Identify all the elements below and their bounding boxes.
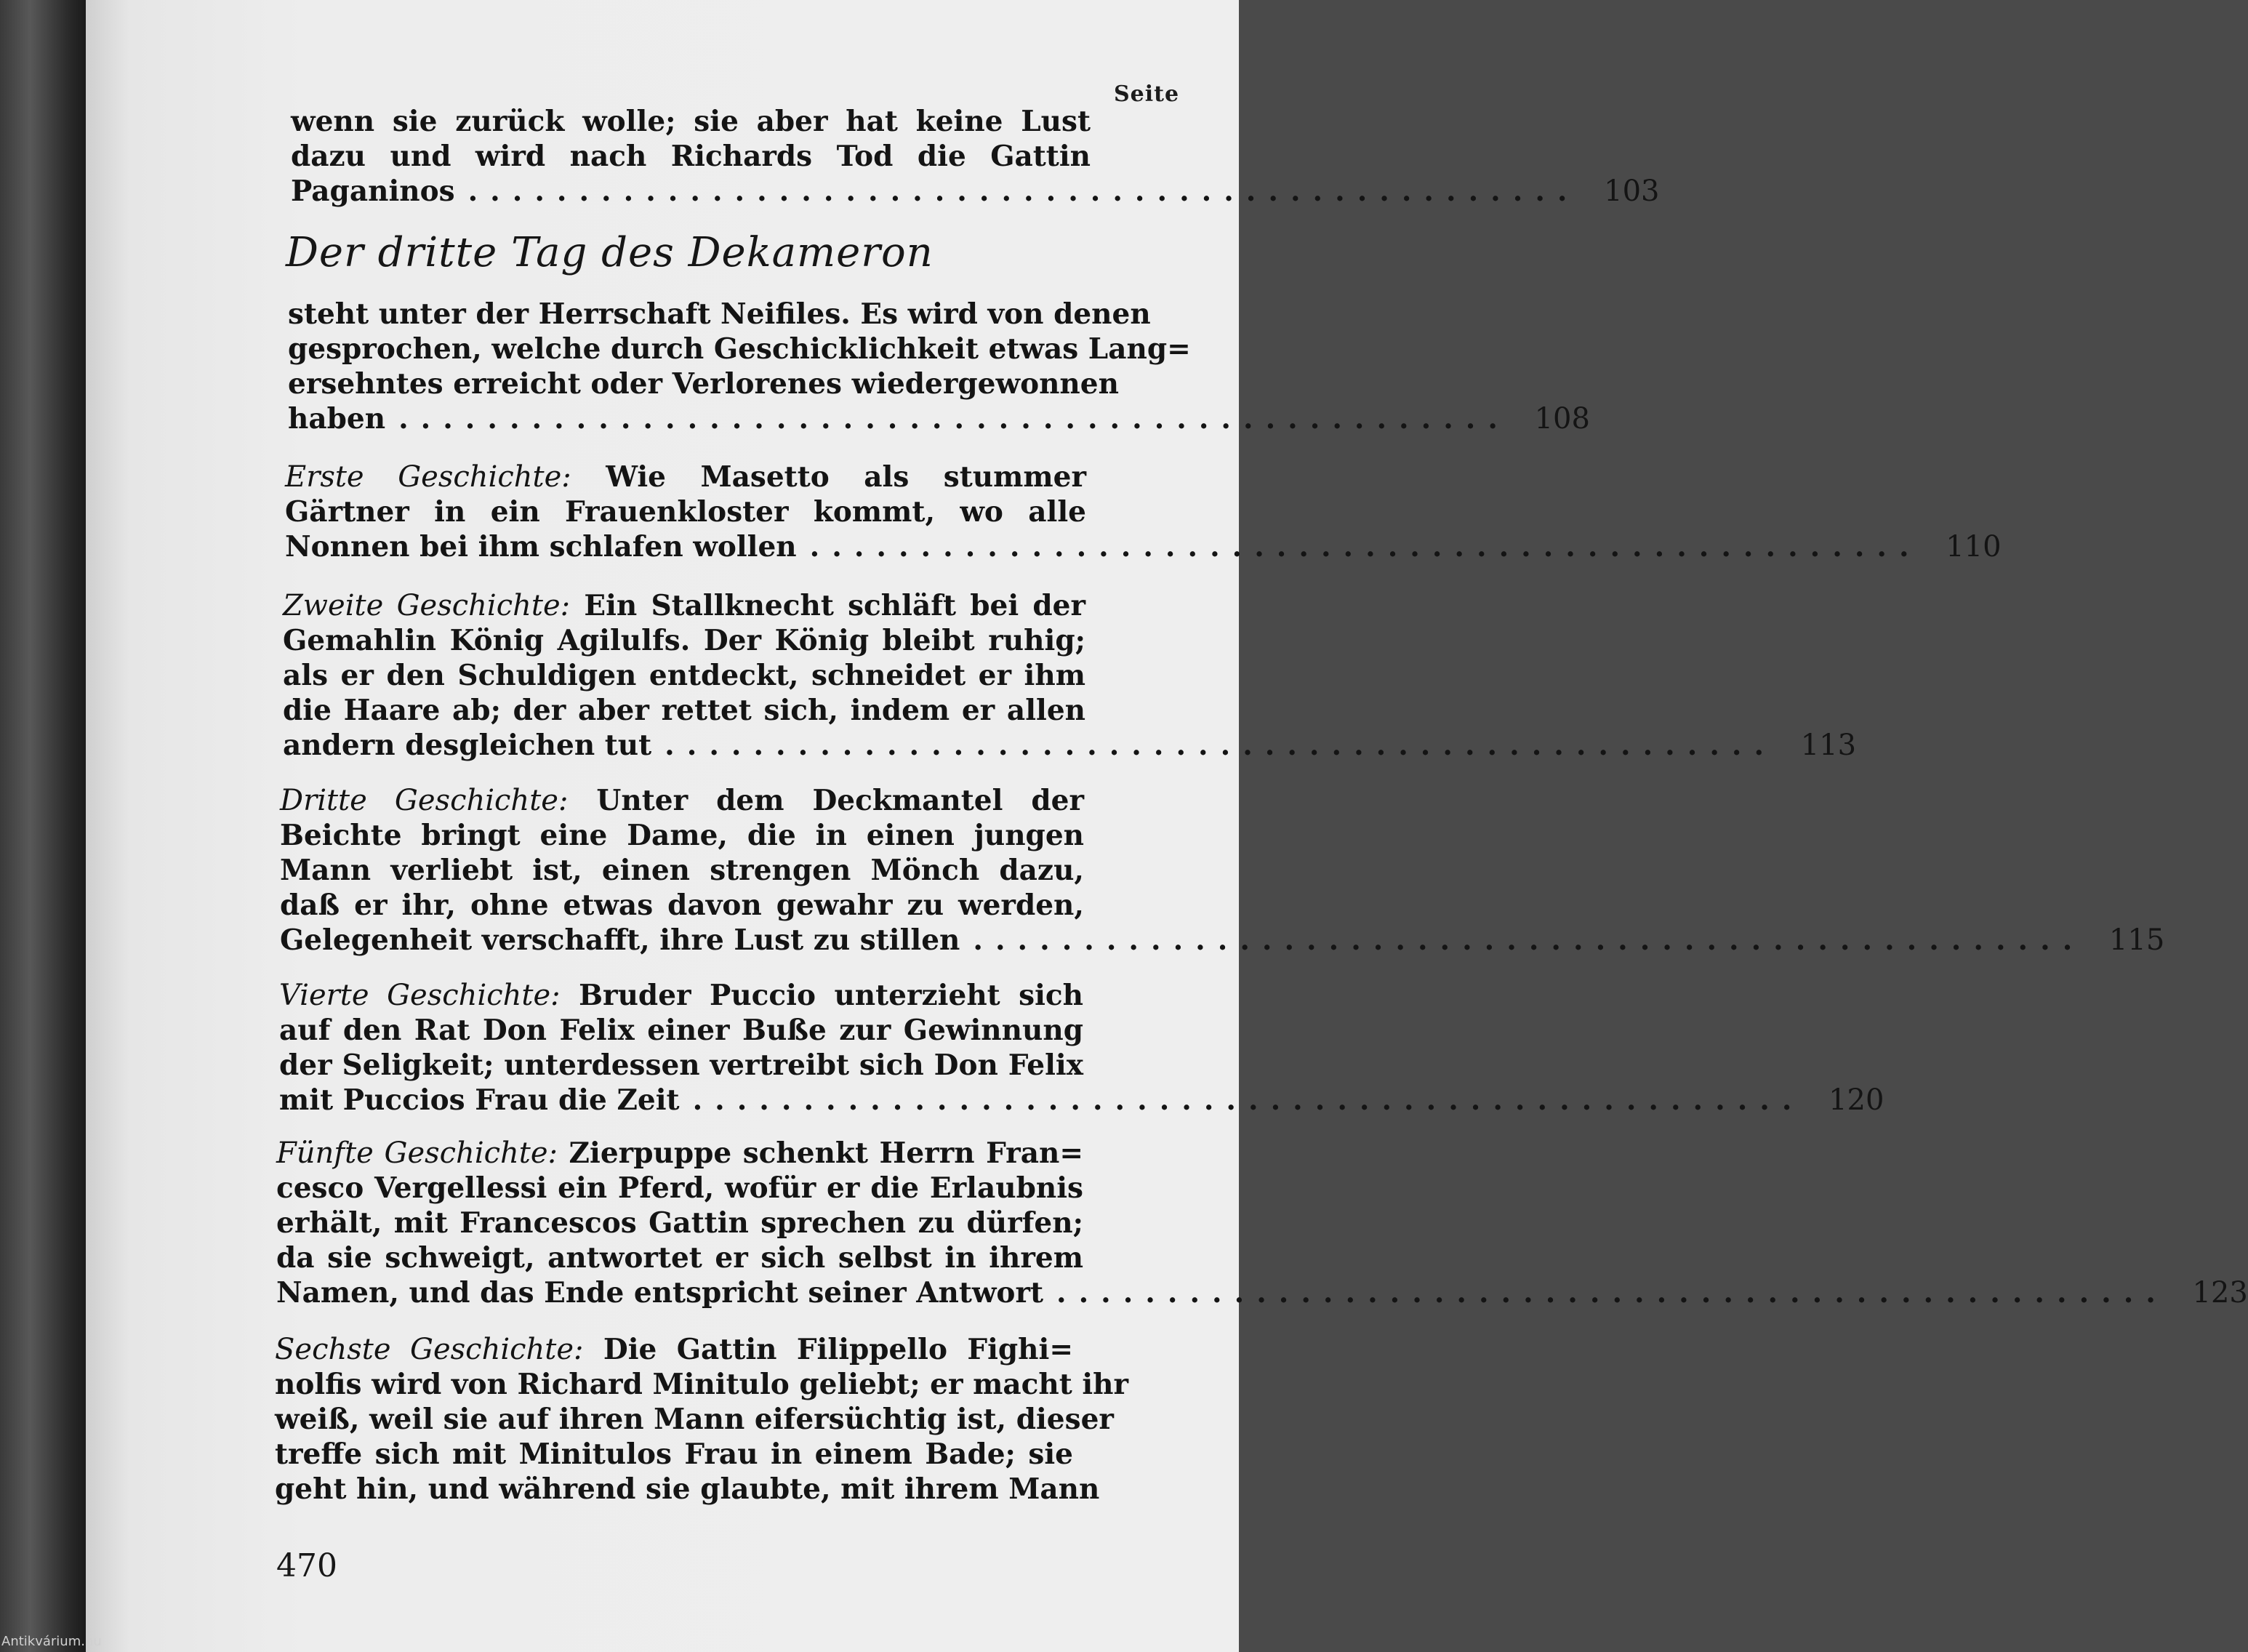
story-label: Zweite Geschichte: xyxy=(283,589,571,622)
entry-line: weiß, weil sie auf ihren Mann eifersüchtig ist, dieser xyxy=(275,1403,1114,1436)
book-binding xyxy=(0,0,86,1652)
leader-dots: .................................................. xyxy=(665,729,1777,762)
page-reference: 103 xyxy=(1604,175,1660,208)
entry-first-line xyxy=(275,1332,1073,1367)
page-reference: 120 xyxy=(1828,1083,1884,1117)
entry-text: haben xyxy=(288,402,386,436)
toc-entry-story-3 xyxy=(280,783,2165,958)
entry-line: als er den Schuldigen entdeckt, schneidet er ihm xyxy=(283,659,1085,692)
entry-line: dazu und wird nach Richards Tod die Gattin xyxy=(291,140,1091,173)
entry-first-line xyxy=(276,1136,1083,1171)
entry-first-line xyxy=(279,978,1083,1013)
entry-last-line xyxy=(285,529,2002,564)
toc-entry-story-2 xyxy=(283,588,1857,763)
entry-line: die Haare ab; der aber rettet sich, indem er allen xyxy=(283,694,1085,727)
entry-text: andern desgleichen tut xyxy=(283,729,652,762)
page-reference: 123 xyxy=(2192,1276,2248,1310)
entry-first-line xyxy=(280,783,1084,818)
leader-dots: .................................................. xyxy=(809,530,1922,564)
entry-line: Gärtner in ein Frauenkloster kommt, wo alle xyxy=(285,495,1086,529)
entry-line: auf den Rat Don Felix einer Buße zur Gewinnung xyxy=(279,1014,1083,1047)
entry-line: cesco Vergellessi ein Pferd, wofür er die Erlaubnis xyxy=(276,1171,1083,1205)
leader-dots: .................................................. xyxy=(398,402,1510,436)
toc-entry-continuation xyxy=(291,104,1660,209)
entry-line: ersehntes erreicht oder Verlorenes wiedergewonnen xyxy=(288,367,1119,401)
story-label: Fünfte Geschichte: xyxy=(276,1136,558,1170)
entry-last-line xyxy=(279,1083,1884,1118)
entry-line: Gemahlin König Agilulfs. Der König bleibt ruhig; xyxy=(283,624,1085,657)
entry-line: Beichte bringt eine Dame, die in einen jungen xyxy=(280,819,1084,852)
toc-entry-story-4 xyxy=(279,978,1884,1118)
entry-line: geht hin, und während sie glaubte, mit ihrem Mann xyxy=(275,1472,1100,1506)
entry-line: treffe sich mit Minitulos Frau in einem Bade; sie xyxy=(275,1438,1073,1471)
entry-last-line xyxy=(291,174,1660,209)
seite-column-header: Seite xyxy=(1114,81,1180,107)
entry-text: Gelegenheit verschafft, ihre Lust zu stillen xyxy=(280,923,960,957)
entry-text: Wie Masetto als stummer xyxy=(606,460,1086,494)
page-reference: 110 xyxy=(1946,530,2002,564)
toc-entry-story-6 xyxy=(275,1332,1129,1507)
story-label: Dritte Geschichte: xyxy=(280,784,569,817)
page-reference: 108 xyxy=(1534,402,1590,436)
entry-last-line xyxy=(280,923,2165,958)
entry-line: daß er ihr, ohne etwas davon gewahr zu werden, xyxy=(280,889,1084,922)
entry-first-line xyxy=(283,588,1085,623)
entry-line: Mann verliebt ist, einen strengen Mönch dazu, xyxy=(280,854,1084,887)
page-reference: 115 xyxy=(2108,923,2165,957)
entry-line: nolfis wird von Richard Minitulo geliebt; er macht ihr xyxy=(275,1368,1129,1401)
toc-entry-story-5 xyxy=(276,1136,2248,1310)
page-number: 470 xyxy=(276,1547,337,1584)
entry-text: Paganinos xyxy=(291,175,455,208)
entry-line: da sie schweigt, antwortet er sich selbst in ihrem xyxy=(276,1241,1083,1275)
entry-line: steht unter der Herrschaft Neifiles. Es wird von denen xyxy=(288,297,1151,331)
entry-text: mit Puccios Frau die Zeit xyxy=(279,1083,680,1117)
story-label: Erste Geschichte: xyxy=(285,460,571,494)
entry-text: Ein Stallknecht schläft bei der xyxy=(584,589,1086,622)
watermark: Antikvárium.hu xyxy=(1,1634,102,1649)
section-heading: Der dritte Tag des Dekameron xyxy=(286,229,934,276)
page-reference: 113 xyxy=(1800,729,1857,762)
entry-text: Unter dem Deckmantel der xyxy=(596,784,1085,817)
entry-last-line xyxy=(283,728,1857,763)
entry-line: erhält, mit Francescos Gattin sprechen zu dürfen; xyxy=(276,1206,1083,1240)
entry-text: Nonnen bei ihm schlafen wollen xyxy=(285,530,797,564)
toc-entry-story-1 xyxy=(285,460,2002,564)
entry-last-line xyxy=(288,401,1590,436)
entry-line: gesprochen, welche durch Geschicklichkeit etwas Lang= xyxy=(288,332,1191,366)
leader-dots: .................................................. xyxy=(467,175,1580,208)
leader-dots: .................................................. xyxy=(1056,1276,2168,1310)
entry-line: der Seligkeit; unterdessen vertreibt sich Don Felix xyxy=(279,1048,1083,1082)
entry-text: Zierpuppe schenkt Herrn Fran= xyxy=(569,1136,1083,1170)
entry-text: Die Gattin Filippello Fighi= xyxy=(603,1333,1073,1366)
story-label: Sechste Geschichte: xyxy=(275,1333,584,1366)
entry-first-line xyxy=(285,460,1086,494)
entry-text: Bruder Puccio unterzieht sich xyxy=(579,979,1084,1012)
entry-line: wenn sie zurück wolle; sie aber hat keine Lust xyxy=(291,105,1091,138)
entry-text: Namen, und das Ende entspricht seiner Antwort xyxy=(276,1276,1043,1310)
story-label: Vierte Geschichte: xyxy=(279,979,561,1012)
entry-last-line xyxy=(276,1275,2248,1310)
leader-dots: .................................................. xyxy=(973,923,2085,957)
toc-entry-intro xyxy=(288,297,1590,436)
leader-dots: .................................................. xyxy=(692,1083,1805,1117)
